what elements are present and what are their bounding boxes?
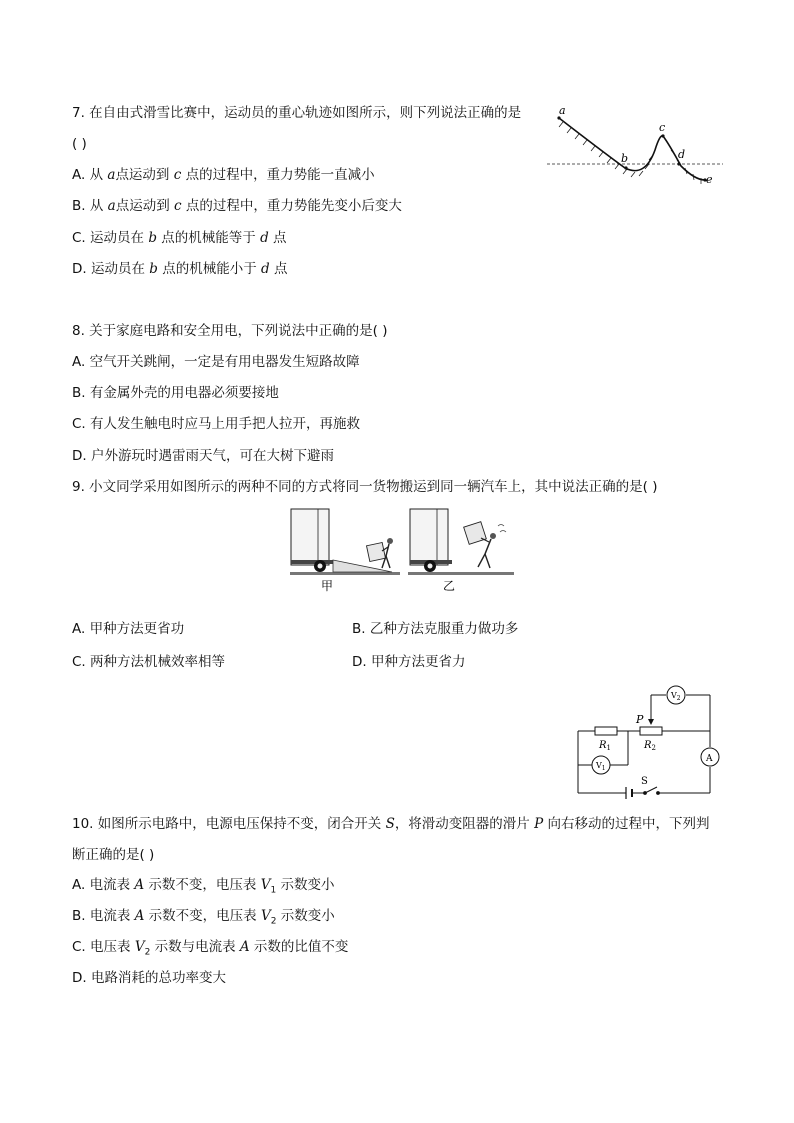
q7-option-a-text3: 点的过程中，重力势能一直减小 [181, 167, 375, 183]
q10-option-c-text2: 示数与电流表 [150, 939, 240, 955]
q10-resistor-r1 [595, 727, 617, 735]
q10-option-b-var1: A [134, 908, 145, 924]
q9-truck-loading-figure [288, 506, 520, 596]
q10-stem-text3: 向右移动的过程中，下列判 [543, 816, 710, 832]
q10-option-b[interactable] [72, 907, 335, 931]
q7-label-d: d [678, 148, 686, 161]
q10-label-a: A [706, 754, 713, 764]
q8-stem: 8. 关于家庭电路和安全用电，下列说法中正确的是( ) [72, 323, 388, 339]
q10-option-b-var2: V [260, 908, 271, 924]
q7-option-d[interactable] [72, 260, 287, 278]
q7-option-b[interactable] [72, 197, 402, 215]
q10-option-c[interactable] [72, 938, 348, 962]
q10-stem-var2: P [534, 816, 544, 832]
q10-option-b-sub: 2 [270, 916, 277, 927]
q10-label-s: S [641, 776, 648, 787]
q7-option-b-text3: 点的过程中，重力势能先变小后变大 [181, 198, 402, 214]
q7-option-d-text2: 点的机械能小于 [157, 261, 262, 277]
q10-stem-var1: S [385, 816, 395, 832]
q7-option-b-text2: 点运动到 [115, 198, 174, 214]
q7-stem: 7. 在自由式滑雪比赛中，运动员的重心轨迹如图所示，则下列说法正确的是 [72, 105, 522, 121]
q10-stem-text2: ，将滑动变阻器的滑片 [394, 816, 535, 832]
q7-option-a[interactable] [72, 166, 375, 184]
q9-fig-label-right: 乙 [443, 579, 456, 593]
q7-ski-trajectory-figure [545, 100, 725, 190]
q8-option-c[interactable]: C. 有人发生触电时应马上用手把人拉开，再施救 [72, 416, 361, 432]
q7-option-b-text1: B. 从 [72, 198, 108, 214]
q8-option-a[interactable]: A. 空气开关跳闸，一定是有用电器发生短路故障 [72, 354, 360, 370]
q7-stem-bracket: ( ) [72, 136, 87, 152]
q10-option-a-text3: 示数变小 [276, 877, 335, 893]
q10-option-c-text1: C. 电压表 [72, 939, 135, 955]
q7-option-c-text2: 点的机械能等于 [156, 230, 261, 246]
q7-option-c-text1: C. 运动员在 [72, 230, 149, 246]
q10-stem [72, 815, 710, 833]
q10-label-p: P [636, 713, 644, 726]
q7-option-c-text3: 点 [268, 230, 287, 246]
q10-label-r2: $R_2$ [644, 740, 656, 752]
q7-label-c: c [659, 121, 666, 134]
q10-option-a-var1: A [134, 877, 145, 893]
q7-option-b-var1: a [107, 198, 116, 214]
q10-option-c-text3: 示数的比值不变 [249, 939, 349, 955]
q7-option-c-var1: b [148, 230, 157, 246]
q10-option-d[interactable]: D. 电路消耗的总功率变大 [72, 970, 226, 986]
q9-option-d[interactable]: D. 甲种方法更省力 [352, 654, 466, 670]
q7-option-b-var2: c [174, 198, 182, 214]
q8-option-d[interactable]: D. 户外游玩时遇雷雨天气，可在大树下避雨 [72, 448, 334, 464]
q7-option-c[interactable] [72, 229, 287, 247]
q9-left-panel [290, 509, 400, 575]
q10-option-a-sub: 1 [270, 885, 277, 896]
q10-option-b-text1: B. 电流表 [72, 908, 135, 924]
q10-label-v1: $V_1$ [596, 761, 606, 772]
q7-label-b: b [621, 152, 629, 165]
q10-option-a[interactable] [72, 876, 335, 900]
q7-option-d-var2: d [261, 261, 270, 277]
q10-circuit-figure [570, 683, 725, 803]
q10-option-a-var2: V [260, 877, 271, 893]
q10-option-b-text3: 示数变小 [276, 908, 335, 924]
q9-option-b[interactable]: B. 乙种方法克服重力做功多 [352, 621, 519, 637]
q7-option-a-var2: c [173, 167, 182, 183]
q7-option-c-var2: d [260, 230, 269, 246]
q9-option-c[interactable]: C. 两种方法机械效率相等 [72, 654, 226, 670]
q7-label-e: e [706, 173, 713, 186]
q7-option-d-var1: b [149, 261, 158, 277]
q10-stem-text1: 10. 如图所示电路中，电源电压保持不变，闭合开关 [72, 816, 386, 832]
q7-option-d-text1: D. 运动员在 [72, 261, 150, 277]
q9-right-panel [408, 509, 514, 575]
q10-option-c-var2: A [239, 939, 250, 955]
q7-option-a-text1: A. 从 [72, 167, 108, 183]
q10-label-v2: $V_2$ [671, 691, 681, 702]
q10-stem-cont: 断正确的是( ) [72, 847, 155, 863]
q10-option-a-text2: 示数不变，电压表 [144, 877, 261, 893]
q10-option-c-var1: V [134, 939, 145, 955]
q7-option-a-text2: 点运动到 [115, 167, 174, 183]
q10-option-a-text1: A. 电流表 [72, 877, 135, 893]
q9-stem: 9. 小文同学采用如图所示的两种不同的方式将同一货物搬运到同一辆汽车上，其中说法正确的是( ) [72, 479, 658, 495]
q9-option-a[interactable]: A. 甲种方法更省功 [72, 621, 185, 637]
q10-option-c-sub: 2 [144, 947, 151, 958]
q10-resistor-r2 [640, 727, 662, 735]
q8-option-b[interactable]: B. 有金属外壳的用电器必须要接地 [72, 385, 279, 401]
q7-label-a: a [559, 104, 566, 117]
q10-label-r1: $R_1$ [599, 740, 611, 752]
q10-option-b-text2: 示数不变，电压表 [144, 908, 261, 924]
q9-fig-label-left: 甲 [321, 579, 334, 593]
q7-option-d-text3: 点 [269, 261, 288, 277]
q7-option-a-var1: a [107, 167, 116, 183]
